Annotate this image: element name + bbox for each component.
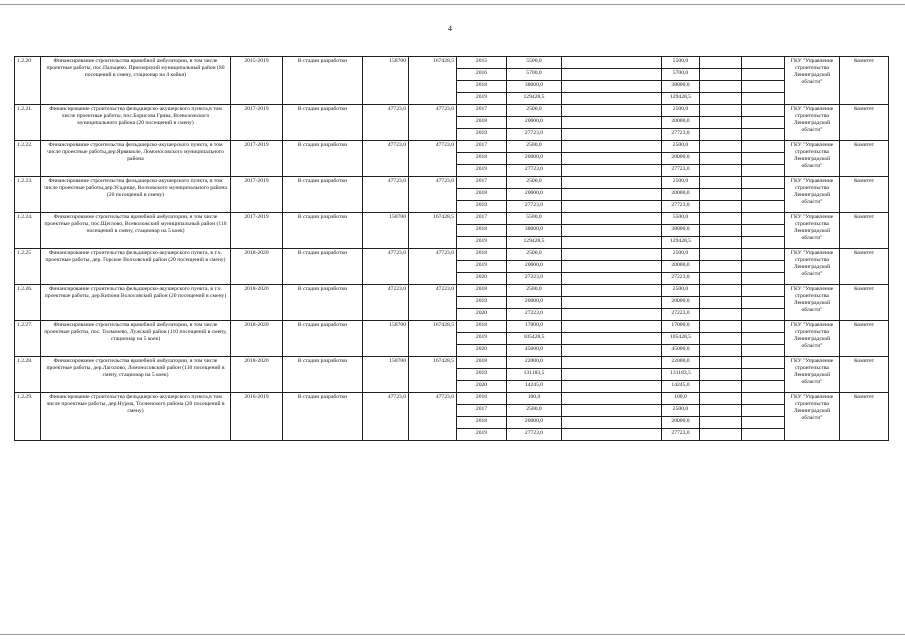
other-sources-empty	[742, 225, 785, 237]
item-remaining-cost: 47723,0	[409, 105, 457, 141]
municipal-budget-empty	[700, 405, 742, 417]
year-total: 20000,0	[507, 117, 562, 129]
year-cell: 2019	[457, 165, 507, 177]
responsible: Комитет	[840, 285, 889, 321]
item-number: 1.2.23.	[15, 177, 41, 213]
year-cell: 2018	[457, 321, 507, 333]
table-body	[15, 57, 889, 441]
regional-budget: 27223,0	[662, 273, 700, 285]
item-remaining-cost: 167428,5	[409, 321, 457, 357]
other-sources-empty	[742, 177, 785, 189]
federal-budget-empty	[562, 357, 662, 369]
year-total: 20000,0	[507, 261, 562, 273]
executor: ГКУ "Управление строительства Ленинградской области"	[785, 141, 840, 177]
federal-budget-empty	[562, 273, 662, 285]
item-name: Финансирование строительства врачебной амбулатории, в том числе проектные работы, пос. Толмачево, Лужский район (110 посещений в смену, стационар на 5 коек)	[41, 321, 231, 357]
federal-budget-empty	[562, 225, 662, 237]
year-cell: 2015	[457, 57, 507, 69]
federal-budget-empty	[562, 369, 662, 381]
year-total: 27723,0	[507, 429, 562, 441]
item-period: 2016-2019	[231, 393, 283, 441]
regional-budget: 129428,5	[662, 237, 700, 249]
item-remaining-cost: 167428,5	[409, 57, 457, 105]
municipal-budget-empty	[700, 261, 742, 273]
item-cost: 47723,0	[363, 177, 409, 213]
other-sources-empty	[742, 417, 785, 429]
year-total: 131183,5	[507, 369, 562, 381]
other-sources-empty	[742, 309, 785, 321]
other-sources-empty	[742, 165, 785, 177]
year-total: 27723,0	[507, 129, 562, 141]
year-cell: 2017	[457, 105, 507, 117]
item-name: Финансирование строительства врачебной амбулатории, в том числе проектные работы, пос.Пальцево, Приозерский муниципальный район (80 посещений в смену, стационар на 4 койки)	[41, 57, 231, 105]
regional-budget: 20000,0	[662, 297, 700, 309]
year-total: 129428,5	[507, 93, 562, 105]
municipal-budget-empty	[700, 81, 742, 93]
year-cell: 2017	[457, 405, 507, 417]
federal-budget-empty	[562, 153, 662, 165]
municipal-budget-empty	[700, 141, 742, 153]
year-total: 27723,0	[507, 201, 562, 213]
regional-budget: 27723,0	[662, 429, 700, 441]
municipal-budget-empty	[700, 129, 742, 141]
other-sources-empty	[742, 141, 785, 153]
responsible: Комитет	[840, 177, 889, 213]
item-number: 1.2.29.	[15, 393, 41, 441]
regional-budget: 20000,0	[662, 117, 700, 129]
item-period: 2018-2020	[231, 357, 283, 393]
other-sources-empty	[742, 57, 785, 69]
item-cost: 158700	[363, 321, 409, 357]
table-row	[15, 213, 889, 225]
other-sources-empty	[742, 213, 785, 225]
table-row	[15, 249, 889, 261]
other-sources-empty	[742, 261, 785, 273]
table-row	[15, 105, 889, 117]
municipal-budget-empty	[700, 225, 742, 237]
other-sources-empty	[742, 285, 785, 297]
federal-budget-empty	[562, 405, 662, 417]
federal-budget-empty	[562, 285, 662, 297]
responsible: Комитет	[840, 105, 889, 141]
year-cell: 2018	[457, 417, 507, 429]
item-stage: В стадии разработки	[283, 321, 363, 357]
year-total: 2500,0	[507, 405, 562, 417]
executor: ГКУ "Управление строительства Ленинградской области"	[785, 357, 840, 393]
municipal-budget-empty	[700, 237, 742, 249]
scan-artifact-bottom	[0, 634, 905, 635]
item-name: Финансирование строительства фельдшерско-акушерского пункта,в том числе проектные работы, дер.Нурма, Тосненского района (20 посещений в смену)	[41, 393, 231, 441]
table-row	[15, 285, 889, 297]
regional-budget: 2500,0	[662, 285, 700, 297]
regional-budget: 129428,5	[662, 93, 700, 105]
municipal-budget-empty	[700, 177, 742, 189]
regional-budget: 5700,0	[662, 69, 700, 81]
federal-budget-empty	[562, 165, 662, 177]
municipal-budget-empty	[700, 105, 742, 117]
year-total: 20000,0	[507, 153, 562, 165]
year-total: 27223,0	[507, 309, 562, 321]
item-stage: В стадии разработки	[283, 357, 363, 393]
other-sources-empty	[742, 297, 785, 309]
other-sources-empty	[742, 201, 785, 213]
item-cost: 158700	[363, 213, 409, 249]
federal-budget-empty	[562, 429, 662, 441]
item-period: 2017-2019	[231, 213, 283, 249]
year-cell: 2019	[457, 261, 507, 273]
regional-budget: 27223,0	[662, 309, 700, 321]
year-cell: 2018	[457, 249, 507, 261]
item-number: 1.2.20	[15, 57, 41, 105]
item-period: 2018-2020	[231, 321, 283, 357]
regional-budget: 131183,5	[662, 369, 700, 381]
year-total: 20000,0	[507, 189, 562, 201]
year-total: 27223,0	[507, 273, 562, 285]
responsible: Комитет	[840, 393, 889, 441]
federal-budget-empty	[562, 381, 662, 393]
municipal-budget-empty	[700, 357, 742, 369]
year-cell: 2019	[457, 237, 507, 249]
federal-budget-empty	[562, 345, 662, 357]
municipal-budget-empty	[700, 153, 742, 165]
item-stage: В стадии разработки	[283, 213, 363, 249]
year-cell: 2018	[457, 153, 507, 165]
municipal-budget-empty	[700, 369, 742, 381]
municipal-budget-empty	[700, 57, 742, 69]
year-cell: 2017	[457, 141, 507, 153]
responsible: Комитет	[840, 57, 889, 105]
other-sources-empty	[742, 345, 785, 357]
other-sources-empty	[742, 81, 785, 93]
federal-budget-empty	[562, 309, 662, 321]
item-period: 2018-2020	[231, 249, 283, 285]
other-sources-empty	[742, 429, 785, 441]
regional-budget: 38000,0	[662, 225, 700, 237]
year-cell: 2016	[457, 69, 507, 81]
item-period: 2017-2019	[231, 105, 283, 141]
other-sources-empty	[742, 405, 785, 417]
year-total: 45000,0	[507, 345, 562, 357]
federal-budget-empty	[562, 333, 662, 345]
responsible: Комитет	[840, 321, 889, 357]
item-cost: 158700	[363, 57, 409, 105]
item-name: Финансирование строительства фельдшерско-акушерского пункта, в т.ч. проектные работы, дер.Кипони Волосовский район (20 посещений в смену)	[41, 285, 231, 321]
municipal-budget-empty	[700, 69, 742, 81]
federal-budget-empty	[562, 57, 662, 69]
year-total: 14245,0	[507, 381, 562, 393]
regional-budget: 2500,0	[662, 177, 700, 189]
item-cost: 47723,0	[363, 249, 409, 285]
year-total: 2500,0	[507, 141, 562, 153]
item-remaining-cost: 47723,0	[409, 393, 457, 441]
item-name: Финансирование строительства фельдшерско-акушерского пункта, в том числе проектные работы,дер.Ярвякюле, Ломоносовского муниципального района	[41, 141, 231, 177]
federal-budget-empty	[562, 297, 662, 309]
table-row	[15, 177, 889, 189]
item-remaining-cost: 47723,0	[409, 249, 457, 285]
regional-budget: 14245,0	[662, 381, 700, 393]
year-total: 100,0	[507, 393, 562, 405]
municipal-budget-empty	[700, 117, 742, 129]
municipal-budget-empty	[700, 309, 742, 321]
federal-budget-empty	[562, 249, 662, 261]
item-stage: В стадии разработки	[283, 141, 363, 177]
responsible: Комитет	[840, 249, 889, 285]
executor: ГКУ "Управление строительства Ленинградской области"	[785, 285, 840, 321]
item-cost: 47723,0	[363, 141, 409, 177]
other-sources-empty	[742, 369, 785, 381]
regional-budget: 105428,5	[662, 333, 700, 345]
regional-budget: 27723,0	[662, 129, 700, 141]
year-total: 5500,0	[507, 57, 562, 69]
item-number: 1.2.26.	[15, 285, 41, 321]
year-total: 20000,0	[507, 417, 562, 429]
item-number: 1.2.21.	[15, 105, 41, 141]
year-total: 38000,0	[507, 225, 562, 237]
other-sources-empty	[742, 117, 785, 129]
item-number: 1.2.25	[15, 249, 41, 285]
year-total: 17000,0	[507, 321, 562, 333]
federal-budget-empty	[562, 393, 662, 405]
municipal-budget-empty	[700, 165, 742, 177]
year-cell: 2016	[457, 393, 507, 405]
year-cell: 2019	[457, 369, 507, 381]
municipal-budget-empty	[700, 345, 742, 357]
item-period: 2017-2019	[231, 141, 283, 177]
regional-budget: 20000,0	[662, 261, 700, 273]
federal-budget-empty	[562, 93, 662, 105]
table-row	[15, 357, 889, 369]
item-stage: В стадии разработки	[283, 393, 363, 441]
year-cell: 2018	[457, 189, 507, 201]
table-row	[15, 393, 889, 405]
municipal-budget-empty	[700, 201, 742, 213]
other-sources-empty	[742, 357, 785, 369]
item-cost: 47723,0	[363, 393, 409, 441]
executor: ГКУ "Управление строительства Ленинградской области"	[785, 57, 840, 105]
municipal-budget-empty	[700, 417, 742, 429]
item-stage: В стадии разработки	[283, 285, 363, 321]
federal-budget-empty	[562, 117, 662, 129]
regional-budget: 100,0	[662, 393, 700, 405]
item-cost: 47223,0	[363, 285, 409, 321]
year-cell: 2018	[457, 81, 507, 93]
regional-budget: 45000,0	[662, 345, 700, 357]
item-number: 1.2.28.	[15, 357, 41, 393]
federal-budget-empty	[562, 81, 662, 93]
other-sources-empty	[742, 381, 785, 393]
regional-budget: 27723,0	[662, 201, 700, 213]
year-cell: 2017	[457, 177, 507, 189]
responsible: Комитет	[840, 357, 889, 393]
federal-budget-empty	[562, 321, 662, 333]
regional-budget: 2500,0	[662, 405, 700, 417]
item-number: 1.2.27.	[15, 321, 41, 357]
year-cell: 2018	[457, 357, 507, 369]
regional-budget: 2500,0	[662, 105, 700, 117]
construction-financing-table	[14, 56, 889, 441]
year-cell: 2019	[457, 201, 507, 213]
year-cell: 2018	[457, 117, 507, 129]
other-sources-empty	[742, 249, 785, 261]
federal-budget-empty	[562, 69, 662, 81]
other-sources-empty	[742, 105, 785, 117]
year-total: 5700,0	[507, 69, 562, 81]
item-remaining-cost: 47223,0	[409, 285, 457, 321]
scan-artifact-top	[0, 4, 905, 5]
year-cell: 2020	[457, 309, 507, 321]
item-stage: В стадии разработки	[283, 177, 363, 213]
year-cell: 2019	[457, 93, 507, 105]
item-name: Финансирование строительства фельдшерско-акушерского пункта, в т.ч. проектные работы, дер. Горское Волховский район (20 посещений в смену)	[41, 249, 231, 285]
item-number: 1.2.24.	[15, 213, 41, 249]
executor: ГКУ "Управление строительства Ленинградской области"	[785, 393, 840, 441]
executor: ГКУ "Управление строительства Ленинградской области"	[785, 249, 840, 285]
municipal-budget-empty	[700, 249, 742, 261]
executor: ГКУ "Управление строительства Ленинградской области"	[785, 213, 840, 249]
regional-budget: 5500,0	[662, 213, 700, 225]
table-row	[15, 321, 889, 333]
federal-budget-empty	[562, 261, 662, 273]
municipal-budget-empty	[700, 381, 742, 393]
other-sources-empty	[742, 393, 785, 405]
regional-budget: 27723,0	[662, 165, 700, 177]
regional-budget: 17000,0	[662, 321, 700, 333]
year-total: 22000,0	[507, 357, 562, 369]
item-stage: В стадии разработки	[283, 57, 363, 105]
page-number: 4	[448, 24, 452, 33]
regional-budget: 5500,0	[662, 57, 700, 69]
federal-budget-empty	[562, 177, 662, 189]
year-cell: 2020	[457, 273, 507, 285]
federal-budget-empty	[562, 201, 662, 213]
item-name: Финансирование строительства фельдшерско-акушерского пункта,в том числе проектные работы, пос.Борисова Грива, Всеволожского муниципального района (20 посещений в смену)	[41, 105, 231, 141]
other-sources-empty	[742, 129, 785, 141]
item-cost: 158700	[363, 357, 409, 393]
year-cell: 2020	[457, 381, 507, 393]
federal-budget-empty	[562, 237, 662, 249]
executor: ГКУ "Управление строительства Ленинградской области"	[785, 105, 840, 141]
regional-budget: 22000,0	[662, 357, 700, 369]
executor: ГКУ "Управление строительства Ленинградской области"	[785, 321, 840, 357]
item-period: 2018-2020	[231, 285, 283, 321]
year-total: 2500,0	[507, 285, 562, 297]
federal-budget-empty	[562, 189, 662, 201]
federal-budget-empty	[562, 213, 662, 225]
regional-budget: 20000,0	[662, 153, 700, 165]
other-sources-empty	[742, 321, 785, 333]
year-total: 5500,0	[507, 213, 562, 225]
table-row	[15, 141, 889, 153]
municipal-budget-empty	[700, 273, 742, 285]
responsible: Комитет	[840, 213, 889, 249]
item-period: 2015-2019	[231, 57, 283, 105]
municipal-budget-empty	[700, 213, 742, 225]
item-stage: В стадии разработки	[283, 249, 363, 285]
municipal-budget-empty	[700, 93, 742, 105]
year-total: 27723,0	[507, 165, 562, 177]
item-number: 1.2.22.	[15, 141, 41, 177]
item-remaining-cost: 167428,5	[409, 213, 457, 249]
municipal-budget-empty	[700, 189, 742, 201]
year-cell: 2019	[457, 297, 507, 309]
federal-budget-empty	[562, 129, 662, 141]
item-remaining-cost: 47723,0	[409, 141, 457, 177]
table-row	[15, 57, 889, 69]
responsible: Комитет	[840, 141, 889, 177]
other-sources-empty	[742, 273, 785, 285]
municipal-budget-empty	[700, 297, 742, 309]
other-sources-empty	[742, 93, 785, 105]
year-total: 129428,5	[507, 237, 562, 249]
municipal-budget-empty	[700, 333, 742, 345]
municipal-budget-empty	[700, 393, 742, 405]
year-total: 20000,0	[507, 297, 562, 309]
other-sources-empty	[742, 189, 785, 201]
year-cell: 2019	[457, 429, 507, 441]
item-cost: 47723,0	[363, 105, 409, 141]
year-total: 2500,0	[507, 105, 562, 117]
municipal-budget-empty	[700, 285, 742, 297]
year-total: 2500,0	[507, 177, 562, 189]
other-sources-empty	[742, 237, 785, 249]
year-cell: 2017	[457, 213, 507, 225]
year-cell: 2018	[457, 225, 507, 237]
other-sources-empty	[742, 333, 785, 345]
regional-budget: 20000,0	[662, 417, 700, 429]
item-period: 2017-2019	[231, 177, 283, 213]
regional-budget: 20000,0	[662, 189, 700, 201]
executor: ГКУ "Управление строительства Ленинградской области"	[785, 177, 840, 213]
year-total: 2500,0	[507, 249, 562, 261]
year-total: 105428,5	[507, 333, 562, 345]
item-remaining-cost: 167428,5	[409, 357, 457, 393]
regional-budget: 2500,0	[662, 249, 700, 261]
year-total: 38000,0	[507, 81, 562, 93]
year-cell: 2019	[457, 333, 507, 345]
federal-budget-empty	[562, 105, 662, 117]
federal-budget-empty	[562, 141, 662, 153]
year-cell: 2020	[457, 345, 507, 357]
year-cell: 2019	[457, 129, 507, 141]
year-cell: 2018	[457, 285, 507, 297]
regional-budget: 38000,0	[662, 81, 700, 93]
item-remaining-cost: 47723,0	[409, 177, 457, 213]
other-sources-empty	[742, 153, 785, 165]
item-name: Финансирование строительства врачебной амбулатории, в том числе проектные работы, дер.Лаголово, Ломоносовский район (110 посещений в смену, стационар на 5 коек)	[41, 357, 231, 393]
item-name: Финансирование строительства фельдшерско-акушерского пункта, в том числе проектные работы,дер.Усадище, Волховского муниципального района (20 посещений в смену)	[41, 177, 231, 213]
federal-budget-empty	[562, 417, 662, 429]
other-sources-empty	[742, 69, 785, 81]
municipal-budget-empty	[700, 429, 742, 441]
item-name: Финансирование строительства врачебной амбулатории, в том числе проектные работы, пос.Щеглово, Всеволожский муниципальный район (110 посещений в смену, стационар на 5 коек)	[41, 213, 231, 249]
municipal-budget-empty	[700, 321, 742, 333]
item-stage: В стадии разработки	[283, 105, 363, 141]
regional-budget: 2500,0	[662, 141, 700, 153]
